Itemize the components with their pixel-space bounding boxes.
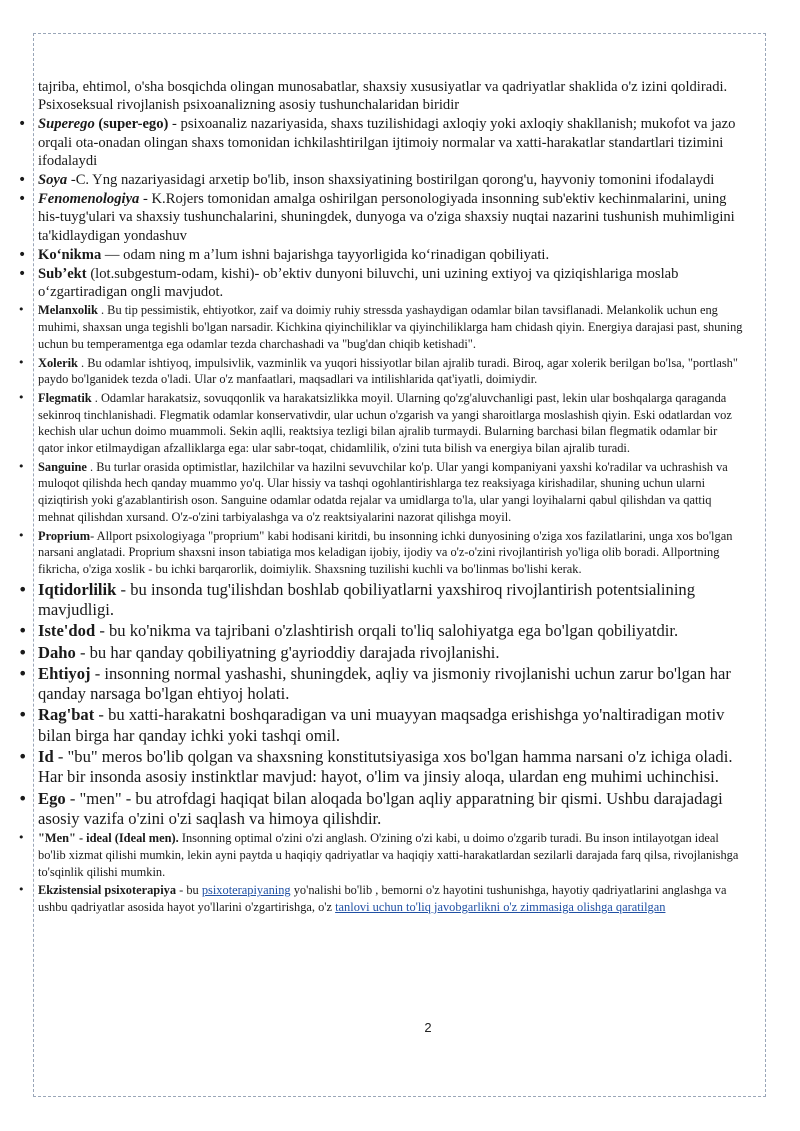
document-body bbox=[38, 78, 743, 918]
definition-superego: - psixoanaliz nazariyasida, shaxs tuzilishidagi axloqiy yoki axloqiy shakllanish; mukofot va jazo orqali ota-onadan olingan shaxs tomonidan ichkilashtirilgan ijtimoiy normalar va xatti-harakatlar standartlari tizimini ifodalaydi bbox=[38, 116, 736, 169]
page-number: 2 bbox=[424, 1020, 432, 1035]
term-iqtidorlilik: Iqtidorlilik bbox=[38, 579, 117, 599]
term-daho: Daho bbox=[38, 642, 76, 662]
definition-subekt: (lot.subgestum-odam, kishi)- obʼektiv dunyoni biluvchi, uni uzining extiyoj va qiziqishlariga moslab oʻzgartiradigan ongli mavjudot. bbox=[38, 266, 679, 301]
list-item-konikma bbox=[38, 246, 743, 264]
list-item-istedod bbox=[38, 621, 743, 641]
definition-ego: - "men" - bu atrofdagi haqiqat bilan aloqada bo'lgan aqliy apparatning bir qismi. Ushbu darajadagi asosiy vazifa o'zini o'zi saqlash va himoya qilishdir. bbox=[38, 788, 723, 828]
list-item-ehtiyoj bbox=[38, 664, 743, 705]
definition-id: - "bu" meros bo'lib qolgan va shaxsning konstitutsiyasiga xos bo'lgan hamma narsani o'z ichiga oladi. Har bir insonda asosiy instinktlar mavjud: hayot, o'lim va jinsiy aloqa, ulardan eng muhimi uchinchisi. bbox=[38, 747, 733, 787]
list-item-iqtidorlilik bbox=[38, 580, 743, 621]
definition-fenomenologiya: - K.Rojers tomonidan amalga oshirilgan personologiyada insonning sub'ektiv kechinmalarini, uning his-tuyg'ulari va shaxsiy tushunchalarini, shuningdek, dunyoga va o'ziga shaxsiy nuqtai nazarini tushunish muhimligini ta'kidlaydigan yondashuv bbox=[38, 191, 735, 244]
term-istedod: Iste'dod bbox=[38, 621, 96, 641]
term-id: Id bbox=[38, 747, 54, 767]
term-superego-extra: (super-ego) bbox=[94, 116, 169, 133]
list-item-ekzistensial-psixoterapiya bbox=[38, 882, 743, 915]
list-item-ego bbox=[38, 789, 743, 830]
term-ragbat: Rag'bat bbox=[38, 705, 95, 725]
term-ego: Ego bbox=[38, 788, 66, 808]
definition-soya: -C. Yng nazariyasidagi arxetip bo'lib, inson shaxsiyatining bostirilgan qorong'u, hayvoniy tomonini ifodalaydi bbox=[67, 172, 715, 189]
definition-part-1: - bu bbox=[176, 883, 202, 898]
definition-ideal-men: Insonning optimal o'zini o'zi anglash. O'zining o'zi kabi, u doimo o'zgarib turadi. Bu inson intilayotgan ideal bo'lib xizmat qilishi mumkin, lekin ayni paytda u haqiqiy qadriyatlar va haqiqiy xatti-harakatlardan sezilarli darajada farq qilsa, rivojlanishga to'sqinlik qilishi mumkin. bbox=[38, 831, 739, 879]
term-subekt: Subʼekt bbox=[38, 266, 87, 283]
definition-sanguine: . Bu turlar orasida optimistlar, hazilchilar va hazilni sevuvchilar ko'p. Ular yangi kompaniyani yaxshi ko'radilar va uchrashish va muloqot qilishda hech qanday muammo yo'q. Ular hissiy va tashqi ogohlantirishlarga tez reaksiyaga kirishadilar, shuning uchun ularni qiziqtirish yoki g'azablantirish oson. Sanguine odamlar odatda rejalar va umidlarga to'la, ular yangi loyihalarni qabul qilishdan va qattiq mehnat qilishdan xursand. O'z-o'zini tarbiyalashga va o'z reaktsiyalarini nazorat qilishga moyil. bbox=[38, 459, 728, 524]
term-ehtiyoj: Ehtiyoj bbox=[38, 663, 91, 683]
term-melanxolik: Melanxolik bbox=[38, 303, 98, 318]
term-sanguine: Sanguine bbox=[38, 459, 87, 474]
list-item-melanxolik bbox=[38, 302, 743, 352]
list-item-proprium bbox=[38, 528, 743, 578]
definition-part-2: yo'nalishi bo'lib , bemorni o'z hayotini tushunishga, hayotiy qadriyatlarini anglashga va ushbu qadriyatlar asosida hayot yo'llarini o'zgartirishga, o'z bbox=[38, 883, 727, 915]
psixoterapiya-link[interactable]: psixoterapiyaning bbox=[201, 883, 291, 898]
javobgarlik-link[interactable]: tanlovi uchun to'liq javobgarlikni o'z zimmasiga olishga qaratilgan bbox=[335, 900, 666, 915]
term-konikma: Koʻnikma bbox=[38, 246, 102, 263]
list-item-id bbox=[38, 747, 743, 788]
list-item-sanguine bbox=[38, 459, 743, 526]
definition-istedod: - bu ko'nikma va tajribani o'zlashtirish orqali to'liq salohiyatga ega bo'lgan qobiliyatdir. bbox=[95, 621, 679, 641]
term-soya: Soya bbox=[38, 172, 68, 189]
list-item-flegmatik bbox=[38, 390, 743, 457]
definition-ehtiyoj: - insonning normal yashashi, shuningdek, aqliy va jismoniy rivojlanishi uchun zarur bo'lgan har qanday narsaga bo'lgan ehtiyoj holati. bbox=[38, 663, 731, 704]
term-fenomenologiya: Fenomenologiya bbox=[38, 191, 140, 208]
definition-flegmatik: . Odamlar harakatsiz, sovuqqonlik va harakatsizlikka moyil. Ularning qo'zg'aluvchanligi past, lekin ular boshqalarga qaraganda sekinroq tinchlanishadi. Flegmatik odamlar konservativdir, ular uchun o'zgarish va yangi sharoitlarga moslashish qiyin. Eski odatlardan voz kechish ular uchun doimo muammoli. Sekin aqlli, reaktsiya tezligi bilan ajralib turmaydi. Bularning barchasi bilan flegmatik odamlar bir qator inkor etilmaydigan afzalliklarga ega: ular sabr-toqat, chidamlilik, o'zini tuta bilish va energiya bilan ajralib turadi. bbox=[38, 390, 732, 456]
intro-paragraph: tajriba, ehtimol, o'sha bosqichda olingan munosabatlar, shaxsiy xususiyatlar va qadriyatlar shaklida o'z izini qoldiradi. Psixoseksual rivojlanish psixoanalizning asosiy tushunchalaridan biridir bbox=[38, 79, 728, 114]
term-superego: Superego bbox=[38, 116, 95, 133]
term-proprium: Proprium bbox=[38, 528, 91, 543]
list-item-fenomenologiya bbox=[38, 190, 743, 245]
glossary-list bbox=[38, 115, 743, 915]
definition-iqtidorlilik: - bu insonda tug'ilishdan boshlab qobiliyatlarni yaxshiroq rivojlantirish potentsialining mavjudligi. bbox=[38, 579, 696, 619]
list-item-daho bbox=[38, 643, 743, 663]
term-xolerik: Xolerik bbox=[38, 355, 78, 370]
list-item-subekt bbox=[38, 265, 743, 301]
list-item-xolerik bbox=[38, 355, 743, 388]
definition-daho: - bu har qanday qobiliyatning g'ayrioddiy darajada rivojlanishi. bbox=[75, 642, 500, 662]
list-item-ideal-men bbox=[38, 830, 743, 880]
list-item-soya bbox=[38, 171, 743, 189]
definition-xolerik: . Bu odamlar ishtiyoq, impulsivlik, vazminlik va yuqori hissiyotlar bilan ajralib turadi. Biroq, agar xolerik berilgan bo'lsa, "portlash" paydo bo'lganidek tezda o'ladi. Ular o'z manfaatlari, maqsadlari va intilishlarida qat'iyatli, doimiydir. bbox=[38, 355, 738, 387]
term-ekzistensial-psixoterapiya: Ekzistensial psixoterapiya bbox=[38, 883, 177, 898]
term-flegmatik: Flegmatik bbox=[38, 390, 92, 405]
definition-melanxolik: . Bu tip pessimistik, ehtiyotkor, zaif va doimiy ruhiy stressda yashaydigan odamlar bilan tavsiflanadi. Melankolik uchun eng muhimi, shaxsan unga tegishli bo'lgan narsadir. Kichkina qiyinchiliklar va qiyinchiliklarga ham chidash qiyin. Energiya darajasi past, shuning uchun bu temperamentga ega odamlar tezda charchashadi va "bug'dan chiqib ketishadi". bbox=[38, 303, 743, 351]
list-item-superego bbox=[38, 115, 743, 170]
definition-proprium: - Allport psixologiyaga "proprium" kabi hodisani kiritdi, bu insonning ichki dunyosining o'ziga xos fazilatlarini, unga xos bo'lgan narsani anglatadi. Proprium shaxsni inson tabiatiga mos keladigan ijobiy, ijodiy va o'z-o'zini rivojlantirish yo'liga olib boradi. Allportning fikricha, o'ziga xoslik - bu ichki barqarorlik, doimiylik. Shaxsning tuzilishi kuchli va bo'linmas bo'lishi kerak. bbox=[38, 528, 733, 576]
definition-konikma: — odam ning m aʼlum ishni bajarishga tayyorligida koʻrinadigan qobiliyati. bbox=[101, 246, 550, 263]
definition-ragbat: - bu xatti-harakatni boshqaradigan va uni muayyan maqsadga erishishga yo'naltiradigan motiv bilan birga har qanday ichki yoki tashqi omil. bbox=[38, 705, 725, 745]
term-ideal-men: "Men" - ideal (Ideal men). bbox=[38, 831, 179, 846]
list-item-ragbat bbox=[38, 705, 743, 746]
